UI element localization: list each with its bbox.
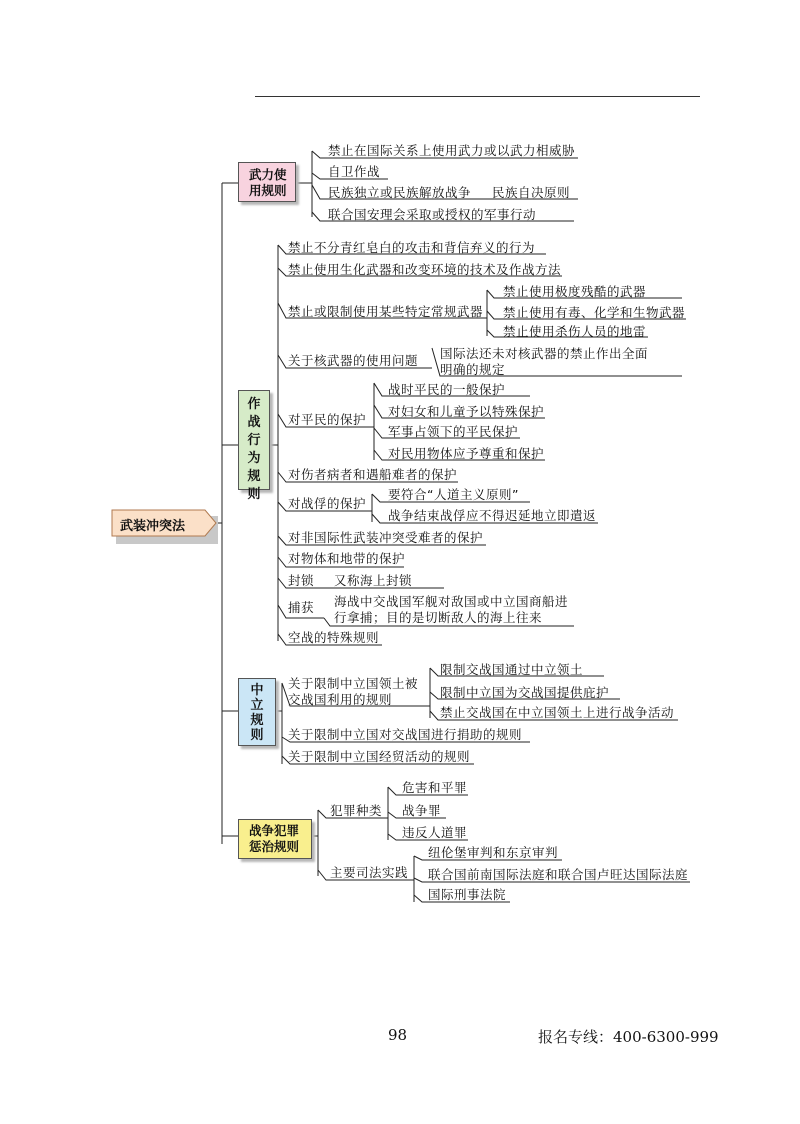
combat-subitem: 对妇女和儿童予以特殊保护 <box>388 404 545 419</box>
crimes-subitem: 纽伦堡审判和东京审判 <box>428 845 559 860</box>
neutral-item: 关于限制中立国经贸活动的规则 <box>288 749 471 764</box>
combat-subitem: 禁止使用有毒、化学和生物武器 <box>503 305 686 320</box>
force-item: 民族独立或民族解放战争 <box>328 185 472 200</box>
neutral-subitem: 限制中立国为交战国提供庇护 <box>440 685 610 700</box>
combat-item: 对物体和地带的保护 <box>288 551 406 566</box>
combat-item: 对战俘的保护 <box>288 496 367 511</box>
force-item: 自卫作战 <box>328 164 381 179</box>
combat-subitem: 战时平民的一般保护 <box>388 382 506 397</box>
combat-subitem: 禁止使用杀伤人员的地雷 <box>503 324 647 339</box>
category-neutral: 中立规则 <box>238 678 276 746</box>
neutral-item: 关于限制中立国对交战国进行捐助的规则 <box>288 727 523 742</box>
crimes-item: 犯罪种类 <box>330 803 383 818</box>
combat-item: 对非国际性武装冲突受难者的保护 <box>288 530 484 545</box>
combat-subitem: 国际法还未对核武器的禁止作出全面明确的规定 <box>440 346 649 377</box>
crimes-subitem: 战争罪 <box>402 803 442 818</box>
crimes-subitem: 违反人道罪 <box>402 825 468 840</box>
category-crimes: 战争犯罪惩治规则 <box>238 819 312 859</box>
neutral-item: 关于限制中立国领土被交战国利用的规则 <box>288 676 419 707</box>
root-label: 武装冲突法 <box>120 519 186 534</box>
combat-subitem: 战争结束战俘应不得迟延地立即遣返 <box>388 508 597 523</box>
combat-item: 封锁 <box>288 573 315 588</box>
root-node <box>110 508 218 538</box>
combat-item: 禁止不分青红皂白的攻击和背信弃义的行为 <box>288 240 536 255</box>
combat-subitem: 禁止使用极度残酷的武器 <box>503 284 647 299</box>
combat-subitem: 军事占领下的平民保护 <box>388 424 519 439</box>
combat-subitem: 要符合“人道主义原则” <box>388 487 519 502</box>
combat-item: 禁止或限制使用某些特定常规武器 <box>288 304 484 319</box>
combat-subitem: 海战中交战国军舰对敌国或中立国商船进行拿捕；目的是切断敌人的海上往来 <box>334 594 569 625</box>
force-item: 民族自决原则 <box>492 185 571 200</box>
combat-subitem: 对民用物体应予尊重和保护 <box>388 446 545 461</box>
combat-item: 禁止使用生化武器和改变环境的技术及作战方法 <box>288 262 562 277</box>
category-combat: 作战行为规则 <box>238 390 270 490</box>
neutral-subitem: 禁止交战国在中立国领土上进行战争活动 <box>440 705 675 720</box>
page-number: 98 <box>388 1026 408 1044</box>
hotline-text: 报名专线：400-6300-999 <box>538 1028 719 1046</box>
force-item: 联合国安理会采取或授权的军事行动 <box>328 207 537 222</box>
crimes-item: 主要司法实践 <box>330 865 409 880</box>
combat-item: 关于核武器的使用问题 <box>288 353 419 368</box>
crimes-subitem: 危害和平罪 <box>402 780 468 795</box>
combat-item: 对平民的保护 <box>288 412 367 427</box>
crimes-subitem: 国际刑事法院 <box>428 887 507 902</box>
force-item: 禁止在国际关系上使用武力或以武力相威胁 <box>328 143 576 158</box>
combat-subitem: 又称海上封锁 <box>334 573 413 588</box>
combat-item: 对伤者病者和遇船难者的保护 <box>288 467 458 482</box>
combat-item: 捕获 <box>288 600 315 615</box>
crimes-subitem: 联合国前南国际法庭和联合国卢旺达国际法庭 <box>428 867 689 882</box>
combat-item: 空战的特殊规则 <box>288 630 380 645</box>
category-force: 武力使用规则 <box>238 162 296 202</box>
neutral-subitem: 限制交战国通过中立领土 <box>440 662 584 677</box>
